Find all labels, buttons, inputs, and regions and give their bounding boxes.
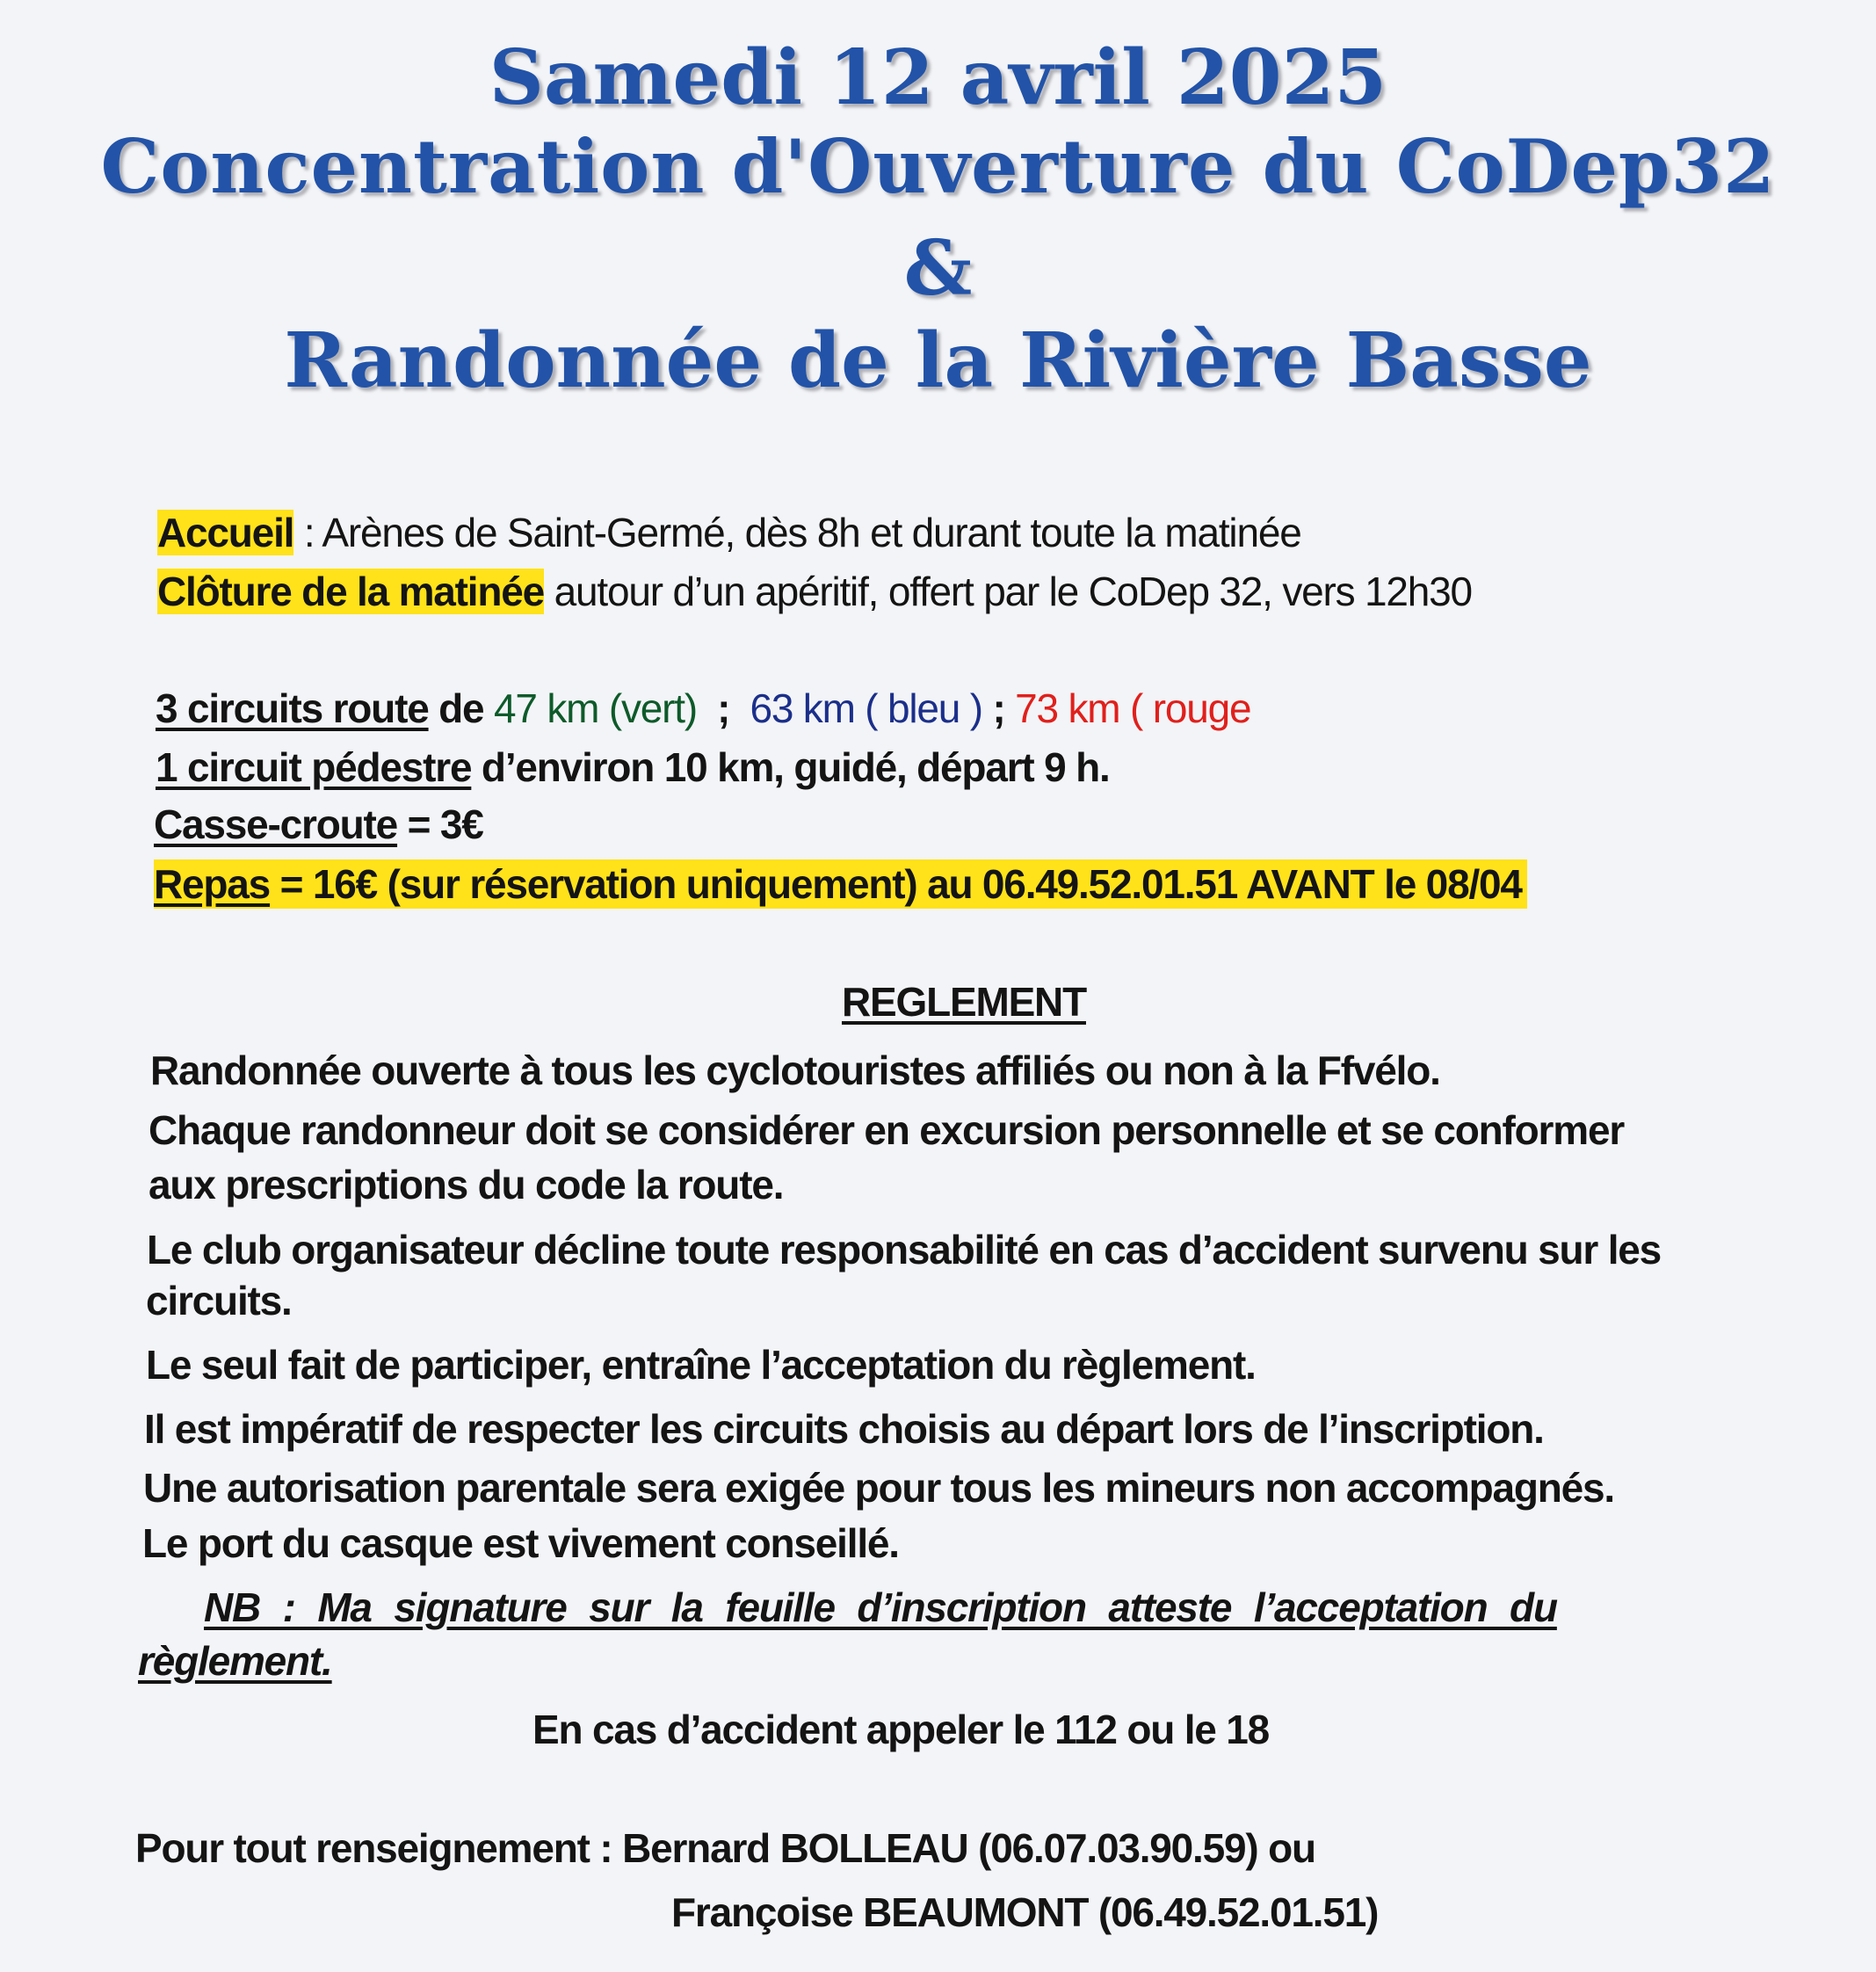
title-ampersand: & <box>903 224 973 313</box>
accueil-line <box>157 508 1301 557</box>
reglement-line: Le club organisateur décline toute responsabilité en cas d’accident survenu sur les <box>147 1227 1662 1272</box>
circuit-blue: 63 km ( bleu ) <box>750 685 982 731</box>
reglement-heading: REGLEMENT <box>842 979 1086 1025</box>
contact-line: Pour tout renseignement : Bernard BOLLEAU (06.07.03.90.59) ou <box>135 1825 1315 1871</box>
reglement-line: Une autorisation parentale sera exigée pour tous les mineurs non accompagnés. <box>143 1465 1614 1511</box>
reglement-line: Chaque randonneur doit se considérer en excursion personnelle et se conformer <box>148 1107 1625 1153</box>
reglement-line: aux prescriptions du code la route. <box>148 1162 784 1207</box>
sep: ; <box>981 685 1016 731</box>
sep: ; <box>697 685 750 731</box>
pedestre-line <box>156 743 1110 792</box>
casse-label: Casse-croute <box>154 801 398 847</box>
reglement-line: Le port du casque est vivement conseillé. <box>142 1520 899 1566</box>
nb-line-2: règlement. <box>138 1638 332 1684</box>
circuits-de: de <box>428 685 495 731</box>
title-randonnee: Randonnée de la Rivière Basse <box>284 316 1592 405</box>
reglement-line: circuits. <box>146 1278 292 1323</box>
circuits-label: 3 circuits route <box>156 685 429 731</box>
title-event: Concentration d'Ouverture du CoDep32 <box>100 123 1776 210</box>
pedestre-text: d’environ 10 km, guidé, départ 9 h. <box>471 744 1110 790</box>
cloture-text: autour d’un apéritif, offert par le CoDep 32, vers 12h30 <box>544 569 1472 614</box>
circuit-green: 47 km (vert) <box>494 685 697 731</box>
accueil-label: Accueil <box>157 510 294 555</box>
repas-text: = 16€ (sur réservation uniquement) au 06.49.52.01.51 AVANT le 08/04 <box>270 861 1522 907</box>
casse-croute-line <box>154 800 483 849</box>
contact-line-2: Françoise BEAUMONT (06.49.52.01.51) <box>671 1889 1379 1935</box>
casse-text: = 3€ <box>397 801 483 847</box>
reglement-line: Il est impératif de respecter les circuits choisis au départ lors de l’inscription. <box>144 1406 1544 1452</box>
repas-line <box>154 859 1527 909</box>
repas-label: Repas <box>154 861 271 907</box>
cloture-line <box>157 567 1472 616</box>
circuits-line <box>156 684 1250 733</box>
reglement-line: Randonnée ouverte à tous les cyclotouristes affiliés ou non à la Ffvélo. <box>150 1048 1440 1093</box>
nb-line: NB : Ma signature sur la feuille d’inscription atteste l’acceptation du <box>204 1584 1557 1630</box>
reglement-line: Le seul fait de participer, entraîne l’acceptation du règlement. <box>146 1342 1256 1388</box>
cloture-label: Clôture de la matinée <box>157 569 545 614</box>
accueil-text: : Arènes de Saint-Germé, dès 8h et durant toute la matinée <box>293 510 1301 555</box>
pedestre-label: 1 circuit pédestre <box>156 744 472 790</box>
circuit-red: 73 km ( rouge <box>1015 685 1251 731</box>
title-date: Samedi 12 avril 2025 <box>489 33 1387 122</box>
emergency-line: En cas d’accident appeler le 112 ou le 18 <box>532 1707 1270 1752</box>
